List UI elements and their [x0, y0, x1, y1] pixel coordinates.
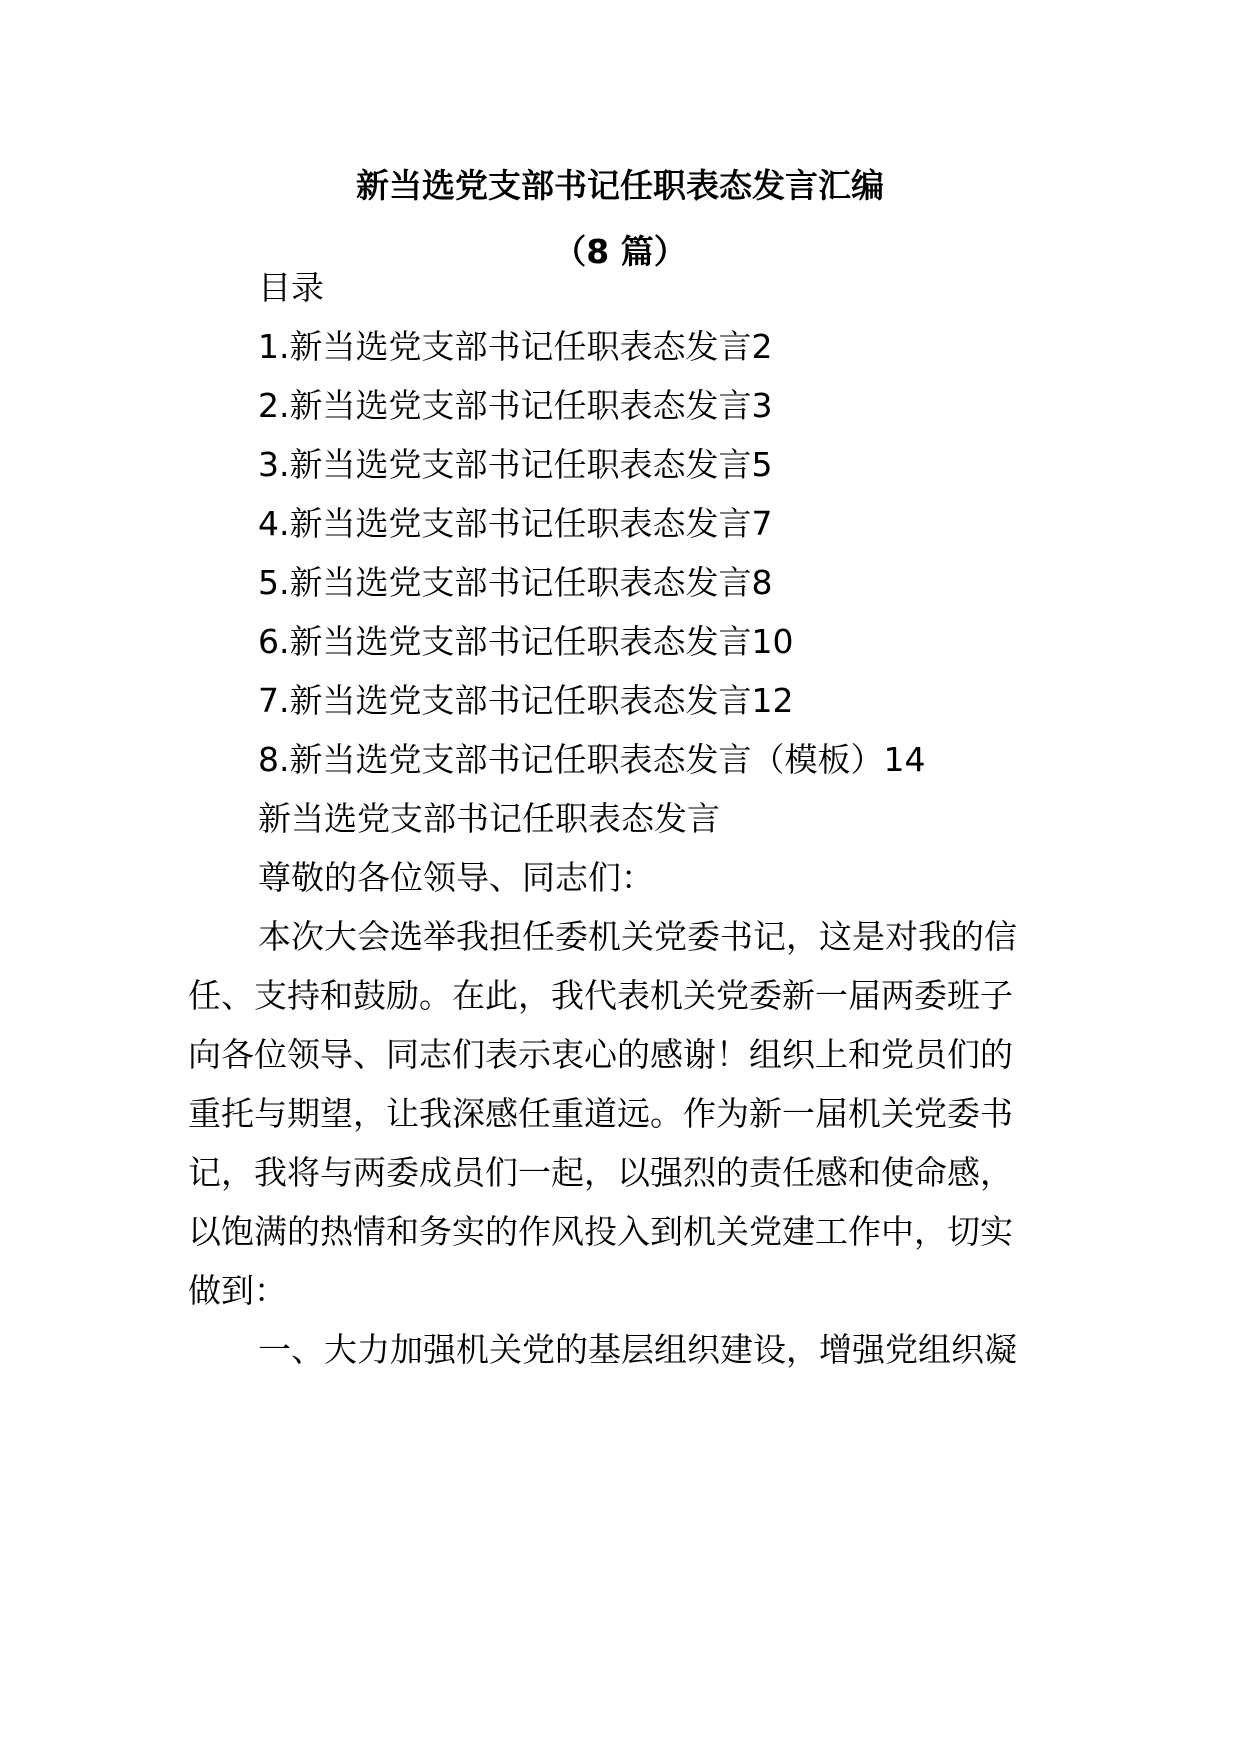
- body-line: 以饱满的热情和务实的作风投入到机关党建工作中，切实: [188, 1212, 1013, 1251]
- document-title: 新当选党支部书记任职表态发言汇编: [356, 166, 884, 205]
- toc-item-4[interactable]: 4.新当选党支部书记任职表态发言7: [258, 504, 773, 543]
- toc-item-8[interactable]: 8.新当选党支部书记任职表态发言（模板）14: [258, 740, 926, 779]
- section-title: 新当选党支部书记任职表态发言: [258, 799, 720, 838]
- body-line: 做到：: [188, 1271, 287, 1310]
- body-line: 任、支持和鼓励。在此，我代表机关党委新一届两委班子: [188, 976, 1013, 1015]
- body-line: 记，我将与两委成员们一起，以强烈的责任感和使命感，: [188, 1153, 1013, 1192]
- toc-item-1[interactable]: 1.新当选党支部书记任职表态发言2: [258, 327, 773, 366]
- toc-item-2[interactable]: 2.新当选党支部书记任职表态发言3: [258, 386, 773, 425]
- toc-item-6[interactable]: 6.新当选党支部书记任职表态发言10: [258, 622, 794, 661]
- body-line: 重托与期望，让我深感任重道远。作为新一届机关党委书: [188, 1094, 1013, 1133]
- toc-item-5[interactable]: 5.新当选党支部书记任职表态发言8: [258, 563, 773, 602]
- salutation: 尊敬的各位领导、同志们：: [258, 858, 654, 897]
- toc-item-7[interactable]: 7.新当选党支部书记任职表态发言12: [258, 681, 794, 720]
- body-line: 本次大会选举我担任委机关党委书记，这是对我的信: [258, 917, 1017, 956]
- toc-heading: 目录: [258, 268, 324, 307]
- document-subtitle: （8 篇）: [553, 232, 687, 271]
- toc-item-3[interactable]: 3.新当选党支部书记任职表态发言5: [258, 445, 773, 484]
- point-1-line: 一、大力加强机关党的基层组织建设，增强党组织凝: [258, 1330, 1017, 1369]
- body-line: 向各位领导、同志们表示衷心的感谢！组织上和党员们的: [188, 1035, 1013, 1074]
